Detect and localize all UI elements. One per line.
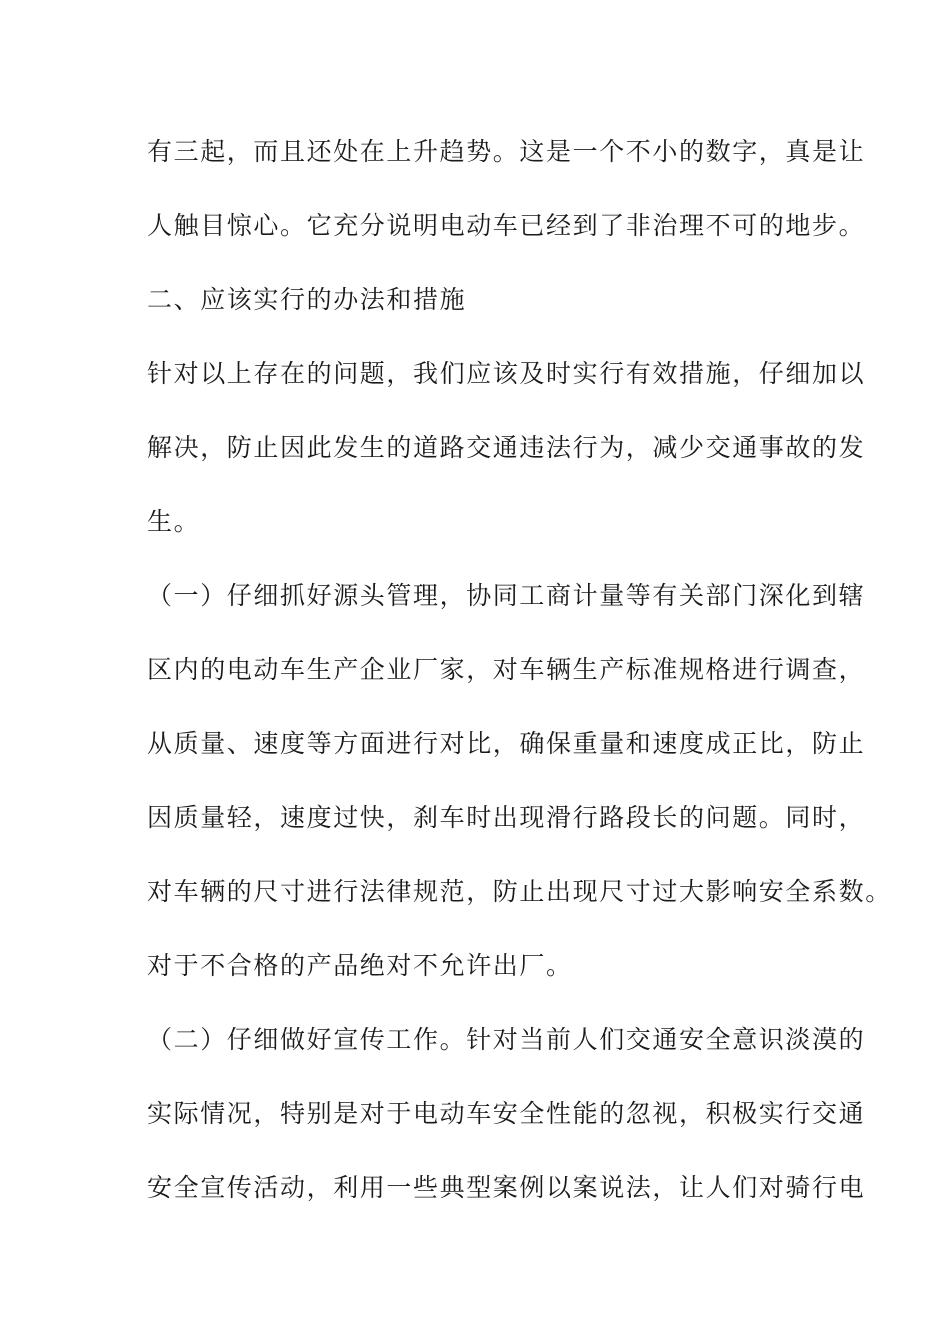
section-heading: 二、应该实行的办法和措施 — [147, 285, 467, 314]
text-line: 区内的电动车生产企业厂家，对车辆生产标准规格进行调查， — [147, 655, 866, 684]
text-line: 安全宣传活动，利用一些典型案例以案说法，让人们对骑行电 — [147, 1173, 866, 1202]
text-line: 有三起，而且还处在上升趋势。这是一个不小的数字，真是让 — [147, 137, 866, 166]
text-line: 解决，防止因此发生的道路交通违法行为，减少交通事故的发 — [147, 433, 866, 462]
text-line: 生。 — [147, 507, 201, 536]
text-line: 人触目惊心。它充分说明电动车已经到了非治理不可的地步。 — [147, 211, 866, 240]
text-line: （一）仔细抓好源头管理，协同工商计量等有关部门深化到辖 — [147, 581, 866, 610]
text-line: （二）仔细做好宣传工作。针对当前人们交通安全意识淡漠的 — [147, 1025, 866, 1054]
text-line: 对于不合格的产品绝对不允许出厂。 — [147, 951, 573, 980]
text-line: 对车辆的尺寸进行法律规范，防止出现尺寸过大影响安全系数。 — [147, 877, 892, 906]
text-line: 因质量轻，速度过快，刹车时出现滑行路段长的问题。同时， — [147, 803, 866, 832]
text-line: 实际情况，特别是对于电动车安全性能的忽视，积极实行交通 — [147, 1099, 866, 1128]
text-line: 针对以上存在的问题，我们应该及时实行有效措施，仔细加以 — [147, 359, 866, 388]
text-line: 从质量、速度等方面进行对比，确保重量和速度成正比，防止 — [147, 729, 866, 758]
